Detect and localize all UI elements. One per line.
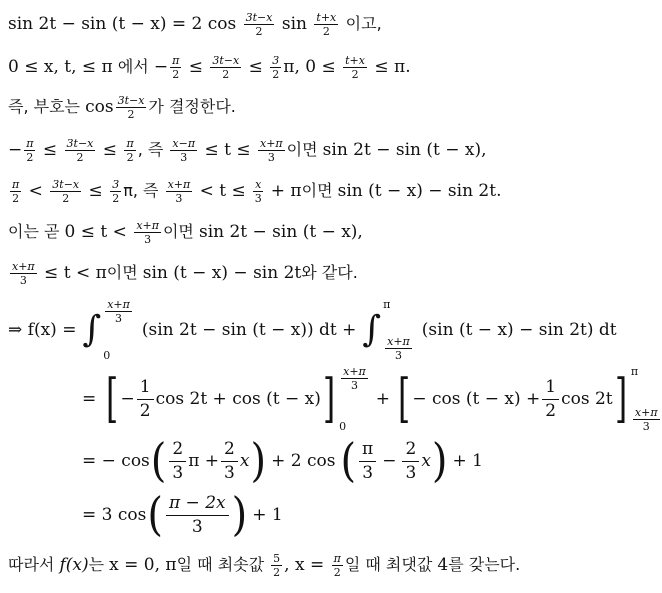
math-text: 0 ≤ x, t, ≤ π (8, 57, 113, 77)
fraction: $\frac{2}{3}$ (402, 441, 419, 482)
left-bracket: [ (106, 369, 119, 429)
math-text: − cos (t − x) + (412, 389, 541, 409)
korean-text: 이고, (345, 14, 382, 33)
fraction: $\frac{x+\pi}{3}$ (107, 298, 130, 325)
fraction: $\frac{3t-x}{2}$ (117, 94, 145, 121)
math-text: − (382, 451, 397, 471)
fraction: $\frac{x+\pi}{3}$ (260, 137, 283, 164)
math-text: cos 2t (561, 389, 613, 409)
fraction: $\frac{t+x}{2}$ (345, 54, 365, 81)
bracket-line (82, 365, 658, 433)
fraction: $\frac{3}{2}$ (272, 54, 280, 81)
evaluation-limits (631, 366, 662, 432)
lower-limit: 0 (339, 420, 347, 433)
math-text: sin (t − x) − sin 2t. (337, 181, 502, 201)
upper-limit: π (383, 298, 391, 311)
equation-line-4 (8, 138, 644, 163)
fraction: $\frac{x}{3}$ (254, 178, 262, 205)
korean-text: 일 때 최솟값 (176, 555, 270, 574)
math-text: = 3 cos (82, 505, 147, 525)
fraction: $\frac{2}{3}$ (221, 441, 238, 482)
math-text: ≤ π. (368, 57, 411, 77)
fraction: $\frac{\pi - 2x}{3}$ (166, 495, 229, 536)
korean-text: , 즉 (137, 140, 169, 159)
korean-text: 이면 (106, 263, 143, 282)
fraction: $\frac{3}{2}$ (112, 178, 120, 205)
left-paren: ( (147, 488, 163, 542)
fraction: $\frac{3t-x}{2}$ (66, 137, 94, 164)
korean-text: 일 때 최댓값 (344, 555, 438, 574)
conclusion-line (8, 553, 644, 578)
fraction: $\frac{1}{2}$ (137, 379, 154, 420)
math-text: − (120, 389, 135, 409)
math-text: ≤ (37, 140, 63, 160)
equation-line-6 (8, 220, 644, 245)
fraction: $\frac{x+\pi}{3}$ (387, 335, 410, 362)
math-text: π, 0 ≤ (283, 57, 342, 77)
fraction: $\frac{\pi}{3}$ (359, 441, 376, 482)
korean-text: 에서 (112, 57, 154, 76)
math-text: (sin (t − x) − sin 2t) dt (421, 320, 617, 340)
math-text: x = 0, π (109, 555, 177, 575)
right-paren: ) (231, 488, 248, 542)
math-text: = − cos (82, 451, 150, 471)
math-text: x = (294, 555, 330, 575)
integral-limits (383, 299, 414, 361)
fraction: $\frac{3t-x}{2}$ (52, 178, 80, 205)
fraction: $\frac{3t-x}{2}$ (245, 11, 273, 38)
math-text: ≤ (83, 181, 109, 201)
korean-text: 는 (88, 555, 110, 574)
math-text: sin (t − x) − sin 2t (142, 263, 302, 283)
math-text: ≤ t ≤ (199, 140, 256, 160)
korean-text: 가 결정한다. (148, 97, 236, 116)
math-text: ⇒ f(x) = (8, 320, 77, 340)
upper-limit: π (630, 365, 639, 378)
fraction: $\frac{x+\pi}{3}$ (634, 406, 658, 433)
math-text: 0 ≤ t < (64, 222, 133, 242)
integral-line (8, 298, 644, 362)
integral-limits (103, 299, 134, 361)
math-text: cos (85, 97, 114, 117)
math-text: sin 2t − sin (t − x), (322, 140, 487, 160)
left-bracket: [ (398, 369, 411, 429)
lower-limit: 0 (103, 349, 111, 362)
fraction: $\frac{\pi}{2}$ (26, 137, 34, 164)
math-text: < (23, 181, 49, 201)
korean-text: 와 같다. (301, 263, 358, 282)
integral-sign-icon: ∫ (82, 309, 102, 350)
identity-lhs: sin 2t − sin (t − x) = 2 cos (8, 14, 237, 34)
fraction: $\frac{5}{2}$ (273, 552, 281, 579)
equation-line-3 (8, 95, 644, 120)
math-text: ≤ (97, 140, 123, 160)
korean-text: 즉, 부호는 (8, 97, 86, 116)
math-text: < t ≤ (194, 181, 252, 201)
korean-text: π, 즉 (123, 181, 164, 200)
sin-text: sin (281, 14, 307, 34)
math-text: = (82, 389, 97, 409)
korean-text: 이면 (286, 140, 323, 159)
math-text: − (153, 57, 169, 77)
korean-text: 이면 (162, 222, 199, 241)
math-text: f(x) (59, 555, 89, 575)
fraction: $\frac{3t-x}{2}$ (212, 54, 240, 81)
math-text: π + (188, 451, 220, 471)
fraction: $\frac{x+\pi}{3}$ (12, 260, 35, 287)
math-text: x (239, 451, 250, 471)
left-paren: ( (340, 434, 357, 488)
fraction: $\frac{\pi}{2}$ (333, 552, 341, 579)
math-text: 4 (437, 555, 449, 575)
korean-text: 따라서 (8, 555, 60, 574)
equation-line-7 (8, 261, 644, 286)
fraction: $\frac{\pi}{2}$ (126, 137, 134, 164)
math-text: ≤ t < π (38, 263, 107, 283)
equation-line-2 (8, 55, 644, 80)
math-text: cos 2t + cos (t − x) (155, 389, 321, 409)
fraction: $\frac{2}{3}$ (169, 441, 186, 482)
fraction: $\frac{x+\pi}{3}$ (136, 219, 159, 246)
right-paren: ) (431, 434, 448, 488)
math-text: + π (265, 181, 302, 201)
korean-text: 이는 곧 (8, 222, 65, 241)
math-text: + 2 cos (271, 451, 336, 471)
integral-2 (362, 299, 413, 361)
math-text: + (375, 389, 391, 409)
fraction: $\frac{\pi}{2}$ (172, 54, 180, 81)
math-text: x (421, 451, 431, 471)
cosine-line (82, 434, 644, 488)
fraction: $\frac{x+\pi}{3}$ (167, 178, 191, 205)
left-paren: ( (150, 434, 167, 488)
result-line (82, 488, 644, 542)
evaluation-limits (339, 366, 370, 432)
math-text: sin 2t − sin (t − x), (198, 222, 363, 242)
fraction: $\frac{t+x}{2}$ (316, 11, 337, 38)
fraction: $\frac{x+\pi}{3}$ (343, 365, 366, 392)
math-text: − (8, 140, 23, 160)
fraction: $\frac{1}{2}$ (542, 379, 559, 420)
integral-1 (82, 299, 133, 361)
math-text: ≤ (183, 57, 209, 77)
math-text: ≤ (243, 57, 269, 77)
math-text: + 1 (252, 505, 283, 525)
right-paren: ) (250, 434, 267, 488)
math-text: + 1 (452, 451, 483, 471)
korean-text: 를 갖는다. (448, 555, 521, 574)
fraction: $\frac{\pi}{2}$ (12, 178, 20, 205)
math-text: , (284, 555, 295, 575)
korean-text: 이면 (301, 181, 338, 200)
integral-sign-icon: ∫ (362, 309, 382, 350)
fraction: $\frac{x-\pi}{3}$ (172, 137, 196, 164)
equation-line-1 (8, 12, 644, 37)
right-bracket: ] (322, 369, 336, 429)
math-text: (sin 2t − sin (t − x)) dt + (141, 320, 357, 340)
equation-line-5 (8, 179, 644, 204)
right-bracket: ] (614, 369, 627, 429)
